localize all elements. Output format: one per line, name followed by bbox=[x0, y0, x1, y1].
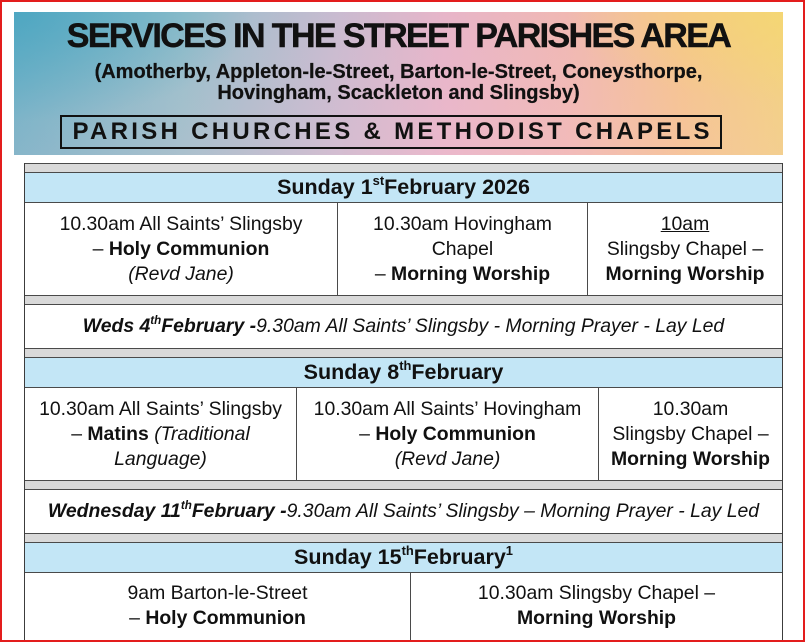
service-type-line bbox=[375, 262, 550, 287]
service-type: Holy Communion bbox=[108, 237, 270, 260]
service-type: Morning Worship bbox=[516, 607, 677, 629]
header-banner bbox=[14, 12, 783, 155]
service-time: 10am bbox=[660, 212, 710, 235]
separator-bar bbox=[25, 348, 782, 358]
separator-bar bbox=[25, 480, 782, 490]
heading-day: Sunday 15 bbox=[294, 545, 402, 569]
heading-month: February bbox=[411, 360, 504, 384]
service-type-line bbox=[359, 422, 536, 447]
service-time-place: 10.30am All Saints’ Slingsby bbox=[59, 212, 303, 235]
service-cell-slingsby-chapel bbox=[599, 388, 782, 480]
heading-day: Sunday 8 bbox=[303, 360, 400, 384]
separator-bar bbox=[25, 295, 782, 305]
separator-bar bbox=[25, 533, 782, 543]
page-title: SERVICES IN THE STREET PARISHES AREA bbox=[66, 17, 731, 55]
service-type: Holy Communion bbox=[145, 607, 306, 629]
service-cell-slingsby-chapel bbox=[411, 573, 782, 642]
service-time-place: 9am Barton-le-Street bbox=[127, 582, 308, 604]
service-type-line bbox=[93, 237, 270, 262]
heading-month: February bbox=[413, 545, 506, 569]
weekday-detail: 9.30am All Saints’ Slingsby - Morning Prayer - Lay Led bbox=[256, 315, 725, 337]
service-place: Slingsby Chapel – bbox=[612, 422, 769, 445]
day-heading-sunday-15: Sunday 15 $^{th}$ February $^1$ bbox=[25, 543, 782, 573]
service-type: Morning Worship bbox=[391, 262, 551, 285]
service-cell-barton-le-street bbox=[25, 573, 411, 642]
service-cell-slingsby-chapel bbox=[588, 203, 782, 295]
officiant-line bbox=[395, 447, 501, 472]
service-type-line bbox=[129, 606, 306, 631]
services-row-sunday-15 bbox=[25, 573, 782, 642]
weekday-service-weds-4: Weds 4 $^{th}$ February - 9.30am All Saints’ Slingsby - Morning Prayer - Lay Led bbox=[82, 313, 725, 337]
service-place-continued: Chapel bbox=[431, 237, 494, 260]
weekday-day: Weds 4 bbox=[82, 315, 151, 337]
service-time-place: 10.30am All Saints’ Hovingham bbox=[313, 397, 582, 420]
weekday-day: Wednesday 11 bbox=[47, 500, 181, 522]
service-type-line bbox=[71, 422, 250, 447]
service-time-place: 10.30am Slingsby Chapel – bbox=[477, 582, 716, 604]
service-place: Slingsby Chapel – bbox=[606, 237, 764, 260]
service-cell-all-saints-hovingham bbox=[297, 388, 599, 480]
services-table bbox=[24, 163, 783, 642]
service-time-place: 10.30am Hovingham bbox=[373, 212, 552, 235]
officiant-line bbox=[128, 262, 234, 287]
officiant-note: (Revd Jane) bbox=[128, 262, 234, 285]
service-dash: – bbox=[129, 607, 146, 629]
weekday-detail: 9.30am All Saints’ Slingsby – Morning Prayer - Lay Led bbox=[286, 500, 760, 522]
day-heading-sunday-8: Sunday 8 $^{th}$ February bbox=[25, 358, 782, 388]
service-cell-hovingham-chapel bbox=[338, 203, 588, 295]
services-row-sunday-1 bbox=[25, 203, 782, 295]
service-type-line bbox=[611, 447, 770, 472]
service-note-end: Language) bbox=[114, 447, 207, 470]
officiant-note: (Revd Jane) bbox=[394, 447, 501, 470]
service-cell-all-saints-slingsby bbox=[25, 388, 297, 480]
churches-chapels-box: PARISH CHURCHES & METHODIST CHAPELS bbox=[60, 115, 722, 149]
service-time: 10.30am bbox=[652, 397, 729, 420]
parishes-list-line-2: Hovingham, Scackleton and Slingsby) bbox=[217, 82, 580, 104]
service-note-line bbox=[114, 447, 207, 472]
service-dash: – bbox=[71, 422, 88, 445]
day-heading-sunday-1: Sunday 1 $^{st}$ February 2026 bbox=[25, 173, 782, 203]
service-dash: – bbox=[92, 237, 109, 260]
service-type: Matins bbox=[87, 422, 149, 445]
parishes-list-line-1: (Amotherby, Appleton-le-Street, Barton-le-Street, Coneysthorpe, bbox=[94, 61, 703, 83]
service-type: Morning Worship bbox=[605, 262, 765, 285]
services-row-sunday-8 bbox=[25, 388, 782, 480]
heading-month: February 2026 bbox=[384, 175, 530, 199]
service-time-line bbox=[661, 212, 710, 237]
service-type: Holy Communion bbox=[375, 422, 536, 445]
service-time-place: 10.30am All Saints’ Slingsby bbox=[39, 397, 282, 420]
service-dash: – bbox=[359, 422, 376, 445]
service-dash: – bbox=[374, 262, 392, 285]
weekday-month: February - bbox=[191, 500, 287, 522]
weekday-month: February - bbox=[161, 315, 257, 337]
service-cell-all-saints-slingsby bbox=[25, 203, 338, 295]
separator-bar bbox=[25, 163, 782, 173]
heading-day: Sunday 1 bbox=[277, 175, 373, 199]
service-type-line bbox=[605, 262, 764, 287]
service-type-line bbox=[517, 606, 676, 631]
weekday-service-wednesday-11: Wednesday 11 $^{th}$ February - 9.30am All Saints’ Slingsby – Morning Prayer - Lay Led bbox=[47, 498, 760, 522]
service-type: Morning Worship bbox=[610, 447, 771, 470]
service-note-start: (Traditional bbox=[148, 422, 250, 445]
